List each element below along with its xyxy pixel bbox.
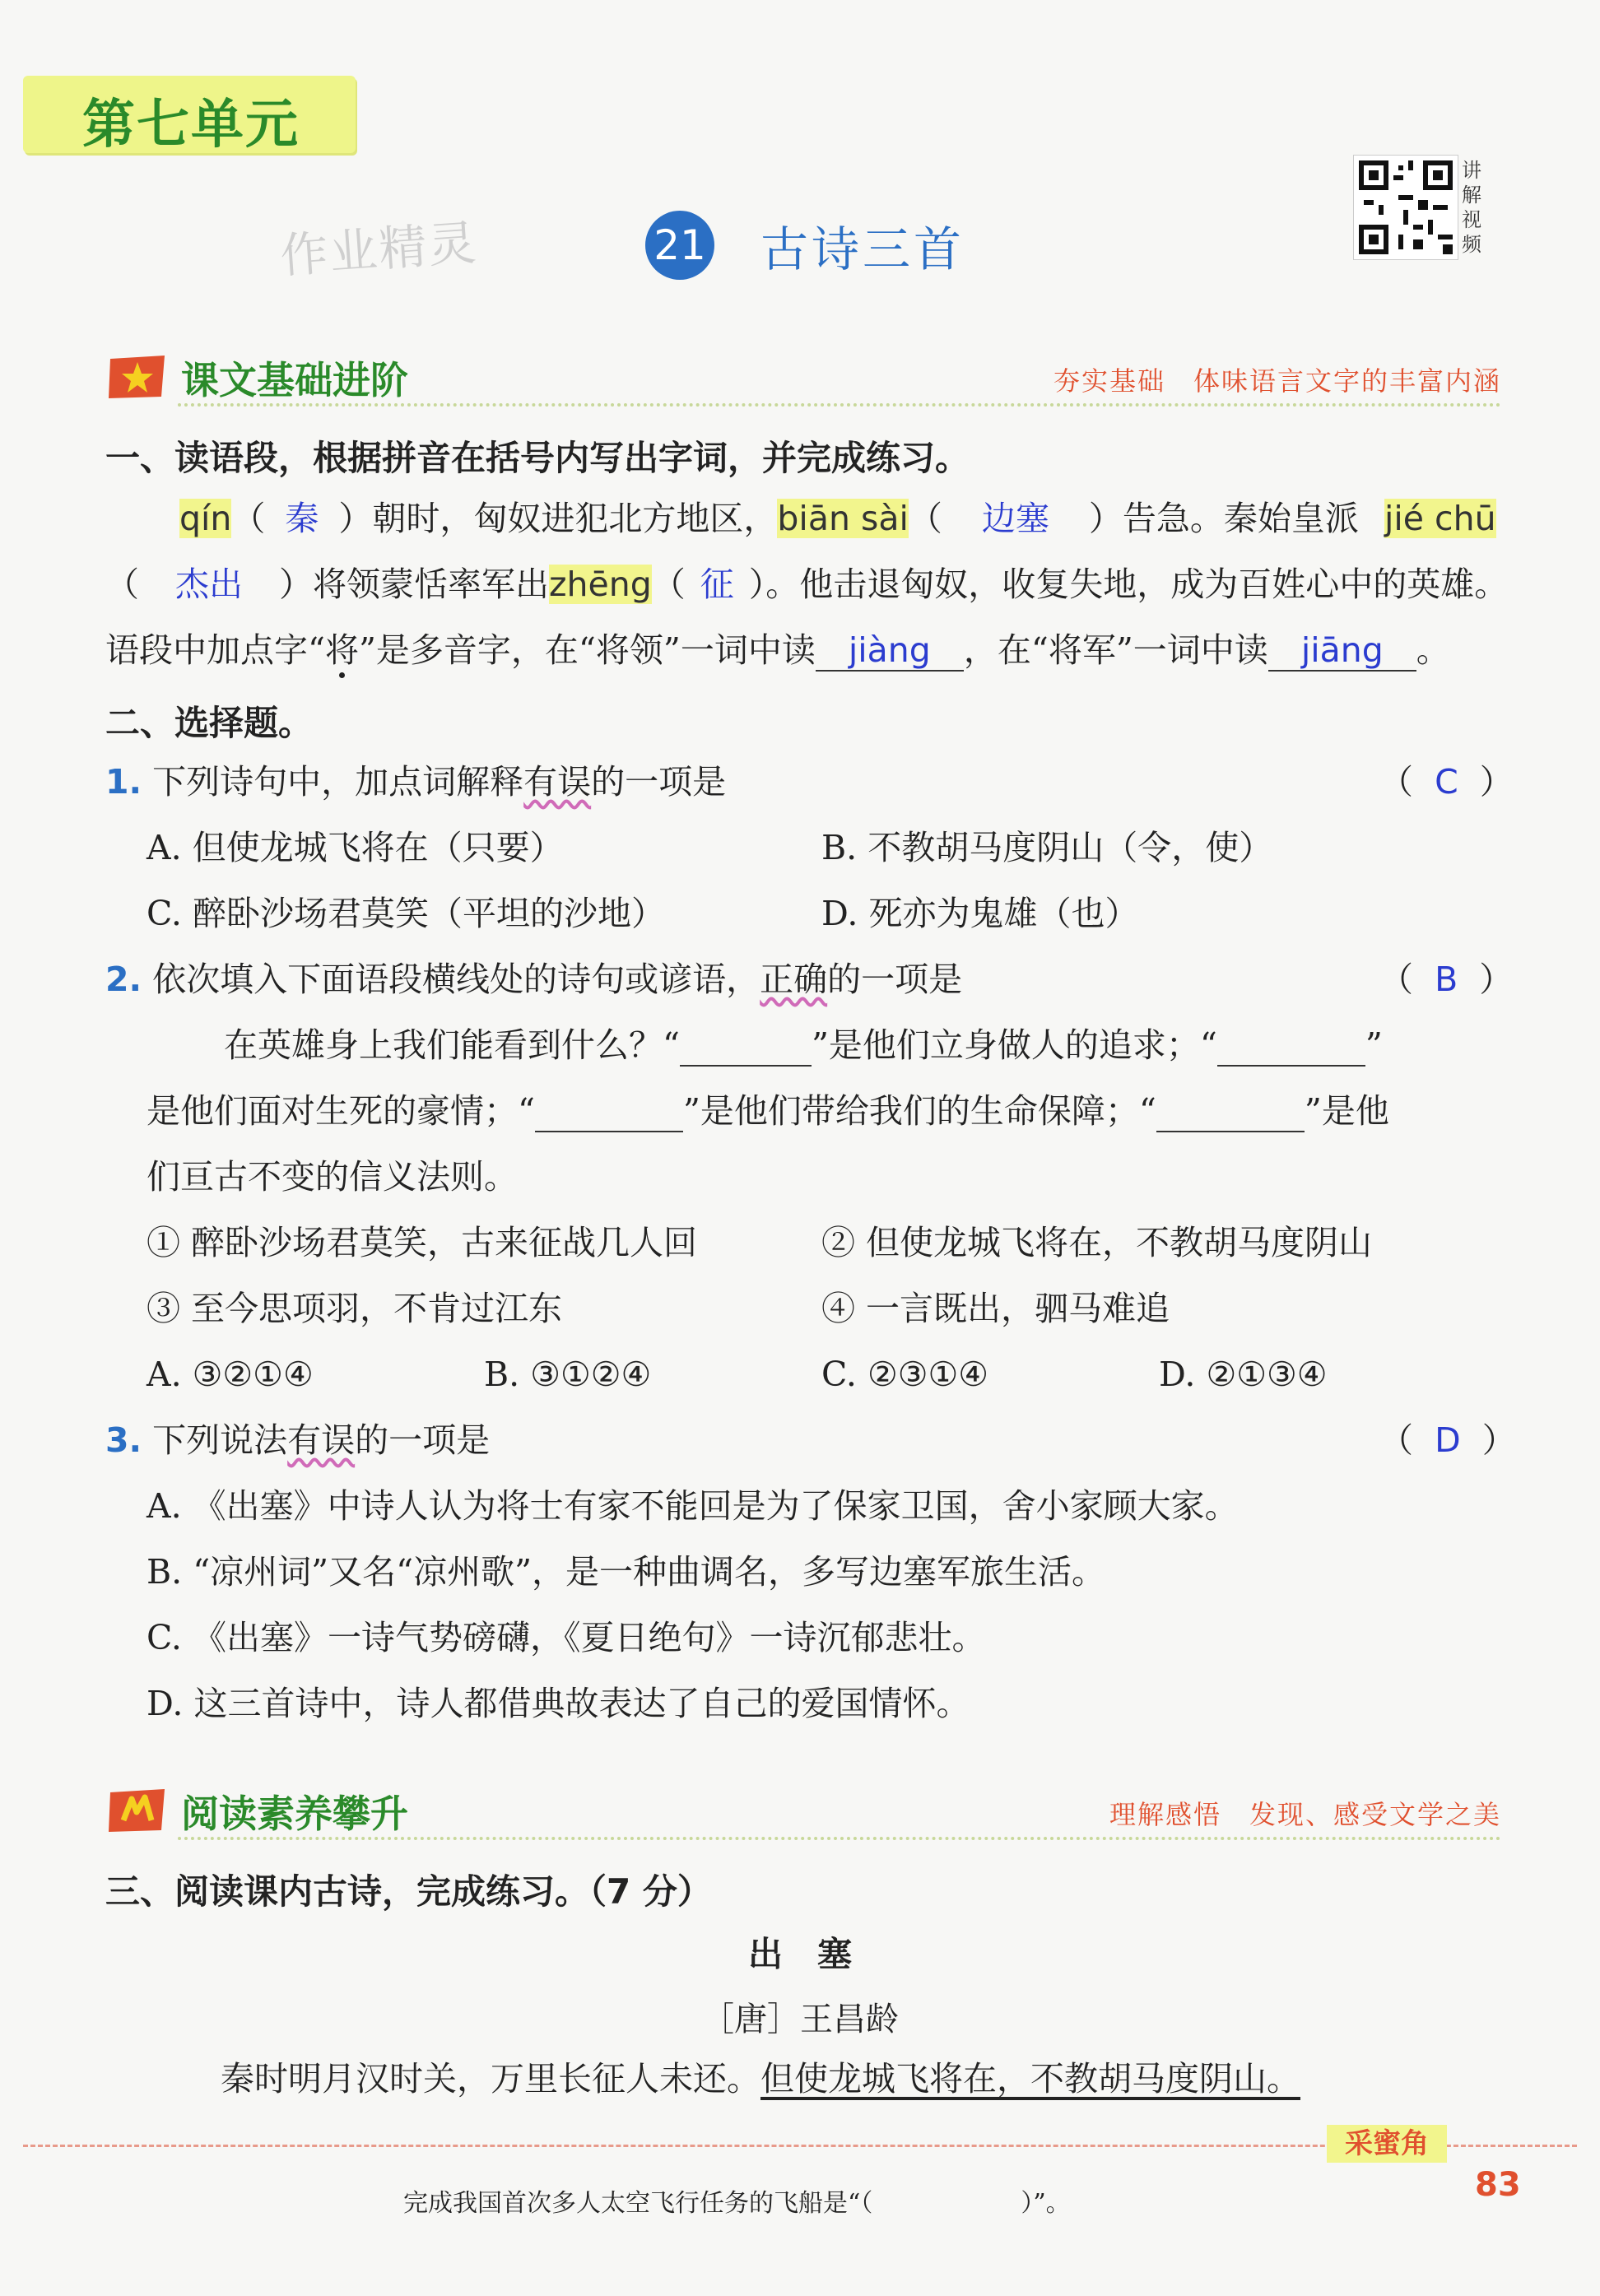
option[interactable]: A. 《出塞》中诗人认为将士有家不能回是为了保家卫国，舍小家顾大家。 (147, 1486, 1239, 1526)
star-flag-icon (107, 354, 168, 400)
option[interactable]: D. 死亦为鬼雄（也） (821, 894, 1139, 933)
passage-line-2: （ 杰出 ）将领蒙恬率军出zhēng（ 征 ）。他击退匈奴，收复失地，成为百姓心中的英雄。 (105, 565, 1509, 604)
passage-line-3: 语段中加点字“将”是多音字，在“将领”一词中读 jiàng ，在“将军”一词中读 jiāng 。 (105, 630, 1450, 670)
lesson-title: 古诗三首 (760, 221, 965, 277)
section-slogan: 夯实基础 体味语言文字的丰富内涵 (1053, 365, 1501, 397)
passage-line: 们亘古不变的信义法则。 (147, 1157, 518, 1197)
answer-blank[interactable] (535, 1091, 683, 1132)
answer-bracket[interactable]: （ C ） (1379, 762, 1514, 802)
option[interactable]: C. 醉卧沙场君莫笑（平坦的沙地） (147, 894, 665, 933)
lesson-number-badge: 21 (645, 211, 714, 280)
choice: ① 醉卧沙场君莫笑，古来征战几人回 (147, 1223, 698, 1262)
answer-blank[interactable] (1156, 1091, 1305, 1132)
answer-blank[interactable]: jiàng (816, 630, 964, 672)
pinyin: qín (179, 499, 232, 538)
answer-bracket[interactable]: （ B ） (1379, 960, 1514, 999)
option[interactable]: A. ③②①④ (147, 1355, 314, 1394)
answer-blank[interactable] (1217, 1025, 1365, 1067)
section-header-reading (107, 1779, 1501, 1840)
section-divider (178, 1837, 1501, 1840)
passage-line: 在英雄身上我们能看到什么？“ ”是他们立身做人的追求；“ ” (224, 1025, 1383, 1065)
choice: ④ 一言既出，驷马难追 (821, 1289, 1170, 1328)
unit-title: 第七单元 (82, 95, 300, 156)
choice: ③ 至今思项羽，不肯过江东 (147, 1289, 563, 1328)
question-heading: 三、阅读课内古诗，完成练习。（7 分） (105, 1871, 712, 1912)
poem-title: 出 塞 (747, 1934, 852, 1974)
question-stem: 1. 下列诗句中，加点词解释有误的一项是 (105, 762, 727, 802)
unit-banner (23, 76, 356, 156)
option[interactable]: D. 这三首诗中，诗人都借典故表达了自己的爱国情怀。 (147, 1684, 970, 1723)
qr-code-icon[interactable] (1353, 155, 1458, 260)
option[interactable]: A. 但使龙城飞将在（只要） (147, 828, 564, 867)
option[interactable]: B. 不教胡马度阴山（令，使） (821, 828, 1273, 867)
section-title: 阅读素养攀升 (181, 1792, 408, 1836)
poem-author: ［唐］王昌龄 (701, 2001, 899, 2038)
pinyin: biān sài (777, 499, 909, 538)
section-slogan: 理解感悟 发现、感受文学之美 (1109, 1799, 1501, 1830)
option[interactable]: B. ③①②④ (484, 1355, 652, 1394)
option[interactable]: B. “凉州词”又名“凉州歌”，是一种曲调名，多写边塞军旅生活。 (147, 1552, 1106, 1592)
question-stem: 3. 下列说法有误的一项是 (105, 1420, 491, 1460)
watermark: 作业精灵 (278, 214, 480, 285)
answer-bracket[interactable]: （ D ） (1379, 1420, 1516, 1460)
pinyin: jié chū (1384, 499, 1496, 538)
passage-line-1: qín（ 秦 ）朝时，匈奴进犯北方地区，biān sài（ 边塞 ）告急。秦始皇派 (179, 499, 1359, 538)
choice: ② 但使龙城飞将在，不教胡马度阴山 (821, 1223, 1373, 1262)
question-heading: 一、读语段，根据拼音在括号内写出字词，并完成练习。 (105, 438, 970, 478)
answer-blank[interactable] (680, 1025, 812, 1067)
option[interactable]: C. ②③①④ (821, 1355, 988, 1394)
section-divider (178, 403, 1501, 407)
answer: 杰出 (175, 565, 243, 604)
reading-flag-icon (107, 1787, 168, 1834)
qr-label: 讲解视频 (1462, 159, 1481, 256)
pinyin: zhēng (549, 565, 652, 604)
option[interactable]: C. 《出塞》一诗气势磅礴，《夏日绝句》一诗沉郁悲壮。 (147, 1618, 986, 1657)
section-title: 课文基础进阶 (181, 358, 408, 402)
footer-question: 完成我国首次多人太空飞行任务的飞船是“（ ）”。 (403, 2189, 1071, 2218)
footer-tag: 采蜜角 (1327, 2125, 1447, 2163)
page-number: 83 (1475, 2166, 1521, 2204)
passage-line: 是他们面对生死的豪情；“ ”是他们带给我们的生命保障；“ ”是他 (147, 1091, 1389, 1131)
option[interactable]: D. ②①③④ (1159, 1355, 1328, 1394)
answer: 秦 (285, 499, 319, 538)
answer-blank[interactable]: jiāng (1268, 630, 1416, 672)
answer: 征 (700, 565, 734, 604)
answer: 边塞 (981, 499, 1049, 538)
question-stem: 2. 依次填入下面语段横线处的诗句或谚语，正确的一项是 (105, 960, 963, 999)
question-heading: 二、选择题。 (105, 703, 314, 743)
section-header-basics (107, 346, 1501, 407)
poem-line: 秦时明月汉时关，万里长征人未还。但使龙城飞将在，不教胡马度阴山。 (221, 2059, 1300, 2098)
